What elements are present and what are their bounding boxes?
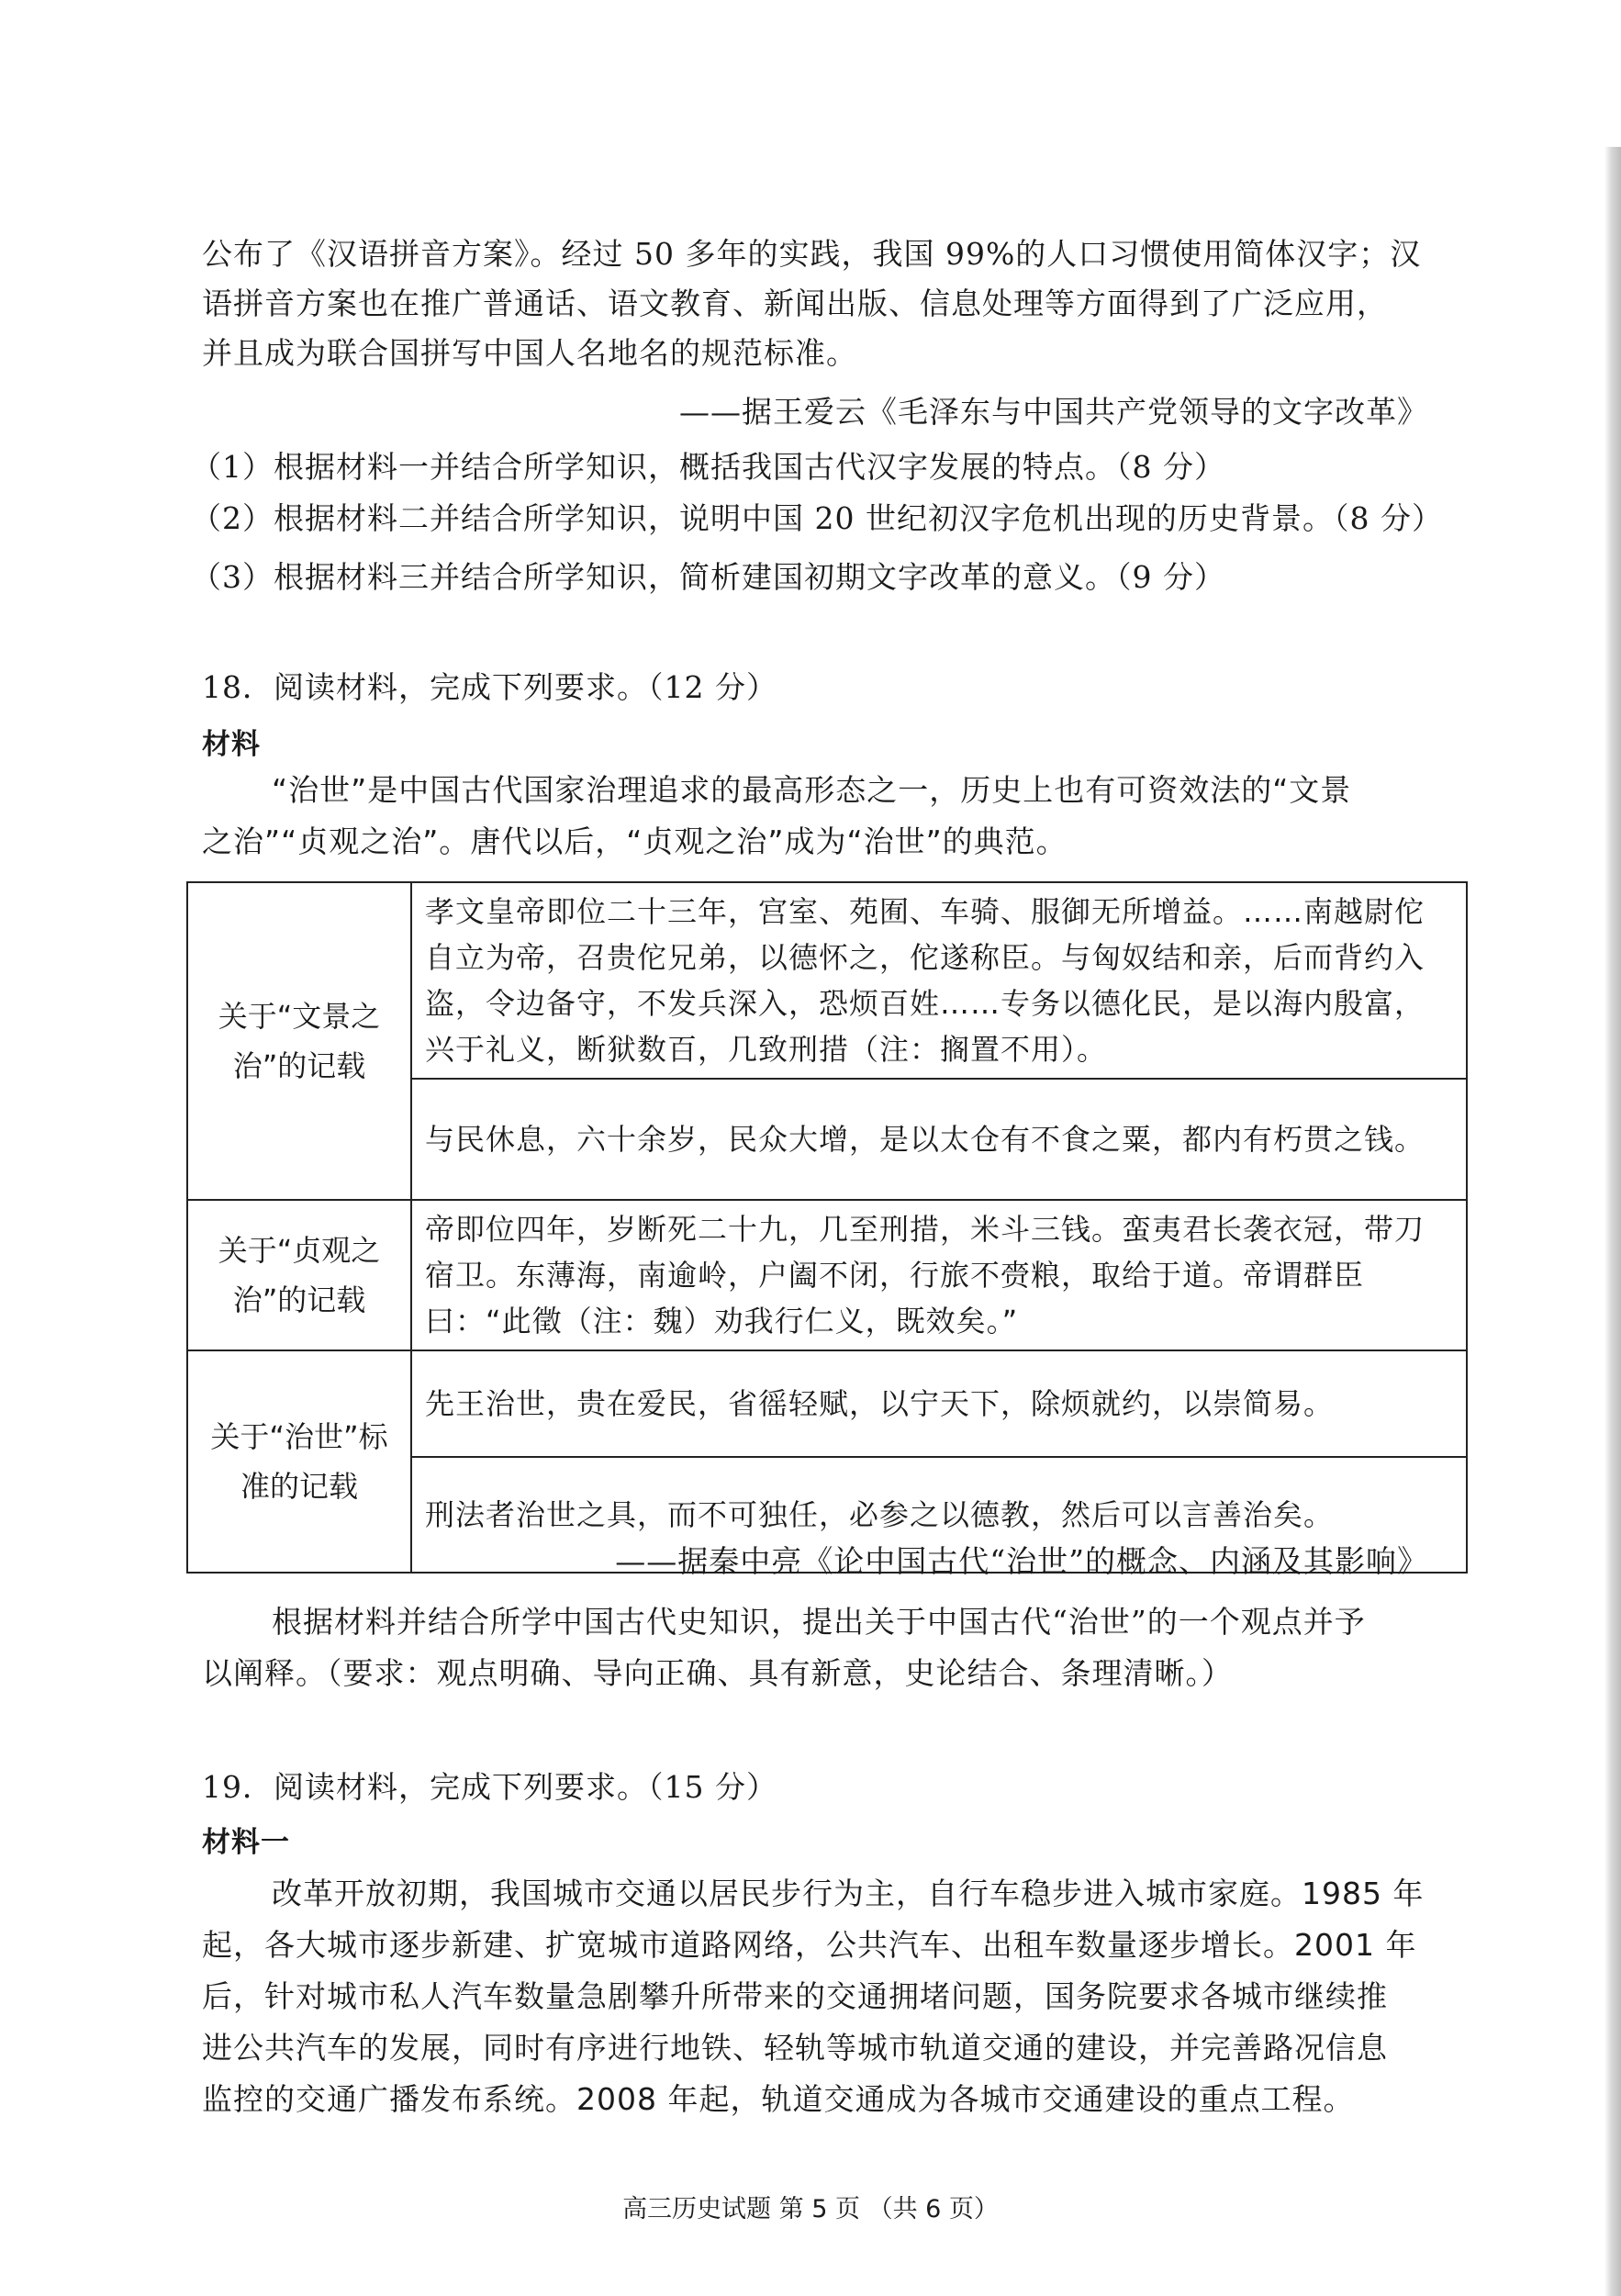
- table-row: [187, 1200, 1467, 1350]
- table-row: [187, 882, 1467, 1079]
- intro-line-1: 公布了《汉语拼音方案》。经过 50 多年的实践，我国 99%的人口习惯使用简体汉字；汉: [202, 236, 1422, 272]
- q19-title: 19．阅读材料，完成下列要求。（15 分）: [202, 1769, 777, 1805]
- q17-question-3: （3）根据材料三并结合所学知识，简析建国初期文字改革的意义。（9 分）: [191, 559, 1225, 595]
- q19-line-5: 监控的交通广播发布系统。2008 年起，轨道交通成为各城市交通建设的重点工程。: [202, 2081, 1355, 2117]
- zhishi-label: 关于“治世”标准的记载: [187, 1350, 411, 1573]
- zhishi-record-2: 刑法者治世之具，而不可独任，必参之以德教，然后可以言善治矣。: [411, 1457, 1467, 1573]
- records-table: [186, 881, 1468, 1574]
- q17-question-2: （2）根据材料二并结合所学知识，说明中国 20 世纪初汉字危机出现的历史背景。（8 分）: [191, 500, 1443, 536]
- q19-line-4: 进公共汽车的发展，同时有序进行地铁、轻轨等城市轨道交通的建设，并完善路况信息: [202, 2030, 1388, 2066]
- wenjing-record-1: 孝文皇帝即位二十三年，宫室、苑囿、车骑、服御无所增益。……南越尉佗自立为帝，召贵佗兄弟，以德怀之，佗遂称臣。与匈奴结和亲，后而背约入盗，令边备守，不发兵深入，恐烦百姓……专务以德化民，是以海内殷富，兴于礼义，断狱数百，几致刑措（注：搁置不用）。: [411, 882, 1467, 1079]
- zhenguan-label: 关于“贞观之治”的记载: [187, 1200, 411, 1350]
- wenjing-label: 关于“文景之治”的记载: [187, 882, 411, 1200]
- q18-source: ——据秦中亮《论中国古代“治世”的概念、内涵及其影响》: [615, 1543, 1428, 1579]
- table-row: [187, 1350, 1467, 1457]
- q18-material-label: 材料: [202, 728, 261, 761]
- q18-title: 18．阅读材料，完成下列要求。（12 分）: [202, 669, 777, 705]
- q19-line-1: 改革开放初期，我国城市交通以居民步行为主，自行车稳步进入城市家庭。1985 年: [272, 1876, 1425, 1911]
- intro-line-3: 并且成为联合国拼写中国人名地名的规范标准。: [202, 335, 857, 371]
- q18-task-line-2: 以阐释。（要求：观点明确、导向正确、具有新意，史论结合、条理清晰。）: [202, 1655, 1233, 1691]
- zhishi-record-1: 先王治世，贵在爱民，省徭轻赋，以宁天下，除烦就约，以崇简易。: [411, 1350, 1467, 1457]
- intro-line-2: 语拼音方案也在推广普通话、语文教育、新闻出版、信息处理等方面得到了广泛应用，: [202, 286, 1388, 321]
- q18-intro-line-2: 之治”“贞观之治”。唐代以后，“贞观之治”成为“治世”的典范。: [202, 823, 1068, 859]
- zhenguan-record-1: 帝即位四年，岁断死二十九，几至刑措，米斗三钱。蛮夷君长袭衣冠，带刀宿卫。东薄海，南逾岭，户阖不闭，行旅不赍粮，取给于道。帝谓群臣曰：“此徵（注：魏）劝我行仁义，既效矣。”: [411, 1200, 1467, 1350]
- intro-source: ——据王爱云《毛泽东与中国共产党领导的文字改革》: [679, 394, 1428, 430]
- q19-line-3: 后，针对城市私人汽车数量急剧攀升所带来的交通拥堵问题，国务院要求各城市继续推: [202, 1978, 1388, 2014]
- q18-task-line-1: 根据材料并结合所学中国古代史知识，提出关于中国古代“治世”的一个观点并予: [272, 1604, 1366, 1640]
- q18-intro-line-1: “治世”是中国古代国家治理追求的最高形态之一，历史上也有可资效法的“文景: [272, 772, 1352, 808]
- wenjing-record-2: 与民休息，六十余岁，民众大增，是以太仓有不食之粟，都内有朽贯之钱。: [411, 1079, 1467, 1200]
- q19-material-label: 材料一: [202, 1826, 290, 1859]
- q17-question-1: （1）根据材料一并结合所学知识，概括我国古代汉字发展的特点。（8 分）: [191, 449, 1225, 485]
- page-footer: 高三历史试题 第 5 页 （共 6 页）: [622, 2195, 999, 2223]
- q19-line-2: 起，各大城市逐步新建、扩宽城市道路网络，公共汽车、出租车数量逐步增长。2001 年: [202, 1927, 1417, 1963]
